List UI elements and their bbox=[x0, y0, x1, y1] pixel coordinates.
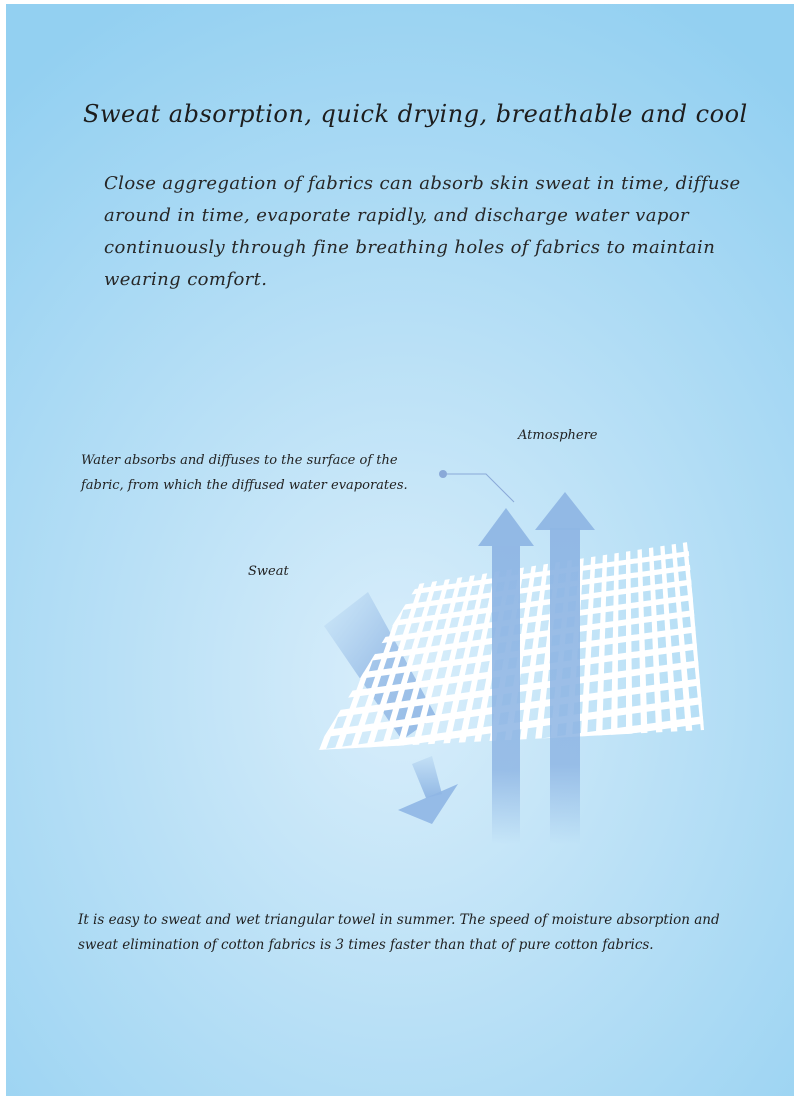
description-line: wearing comfort. bbox=[104, 269, 268, 290]
atmosphere-label: Atmosphere bbox=[518, 428, 598, 443]
description-line: Close aggregation of fabrics can absorb skin sweat in time, diffuse bbox=[104, 173, 741, 194]
callout-pointer bbox=[439, 470, 514, 502]
callout-line-1: Water absorbs and diffuses to the surface of the bbox=[81, 453, 398, 468]
description-line: around in time, evaporate rapidly, and discharge water vapor bbox=[104, 205, 690, 226]
fabric-weft-thread bbox=[306, 842, 726, 909]
fabric-warp-thread bbox=[681, 524, 713, 784]
sweat-label: Sweat bbox=[248, 564, 289, 579]
fabric-warp-thread bbox=[670, 524, 697, 784]
fabric-warp-thread bbox=[434, 524, 498, 784]
callout-line-2: fabric, from which the diffused water evaporates. bbox=[81, 478, 408, 493]
callout-text bbox=[81, 448, 408, 498]
footer-text bbox=[78, 908, 778, 958]
page-title: Sweat absorption, quick drying, breathable and cool bbox=[83, 100, 748, 128]
callout-line bbox=[443, 474, 514, 502]
background-panel bbox=[6, 4, 794, 1096]
footer-line-2: sweat elimination of cotton fabrics is 3 times faster than that of pure cotton fabrics. bbox=[78, 937, 654, 953]
sweat-down-arrow bbox=[398, 756, 458, 824]
fabric-warp-thread bbox=[594, 524, 608, 784]
footer-line-1: It is easy to sweat and wet triangular towel in summer. The speed of moisture absorption and bbox=[78, 912, 720, 928]
description-line: continuously through fine breathing holes of fabrics to maintain bbox=[104, 237, 716, 258]
